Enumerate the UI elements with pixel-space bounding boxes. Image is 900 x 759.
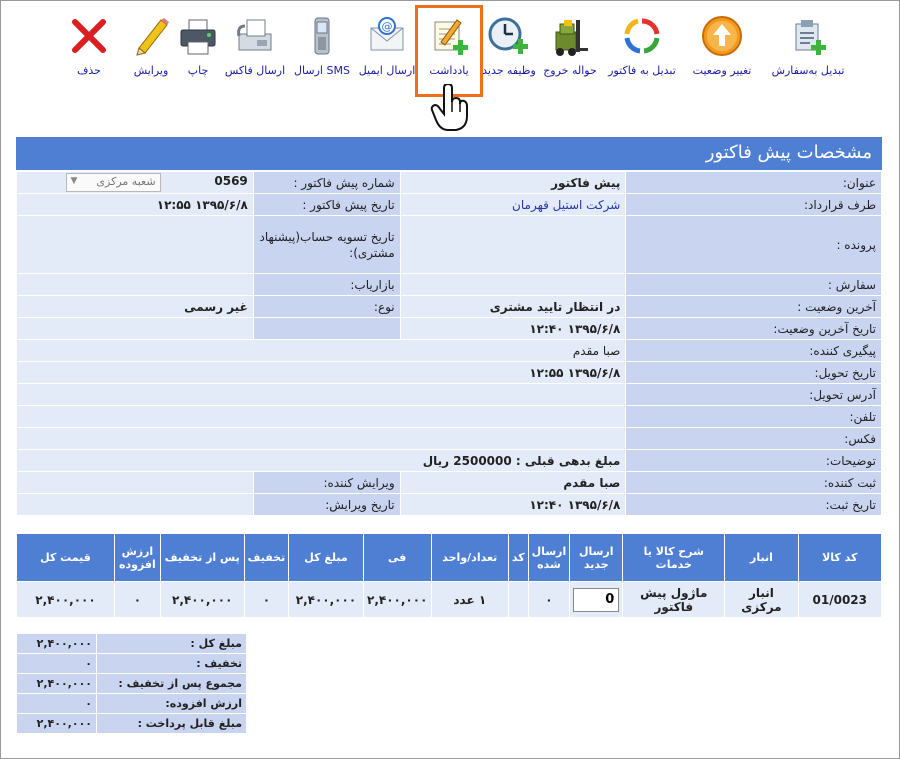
page-title: مشخصات پیش فاکتور [16,137,882,170]
last-status-label: آخرین وضعیت : [626,296,882,318]
registrar-value: صبا مقدم [400,472,626,494]
party-link[interactable]: شرکت استیل قهرمان [400,194,626,216]
sms-icon [300,14,344,58]
new-task-icon [487,14,531,58]
col-header: ارسال شده [528,534,570,582]
total-value: ۲,۴۰۰,۰۰۰ [17,634,97,654]
registrar-label: ثبت کننده: [626,472,882,494]
col-header: ارسال جدید [570,534,623,582]
exit-permit-button[interactable] [540,8,600,77]
toolbar-label: ویرایش [133,64,169,77]
toolbar-label: ارسال ایمیل [358,64,416,77]
item-code: 01/0023 [798,582,881,618]
delivery-date-value: ۱۳۹۵/۶/۸ ۱۲:۵۵ [17,362,626,384]
col-header: کد کالا [798,534,881,582]
payable-value: ۲,۴۰۰,۰۰۰ [17,714,97,734]
col-header: انبار [725,534,798,582]
vat-label: ارزش افزوده: [97,694,247,714]
branch-select[interactable] [66,173,161,192]
convert-to-order-icon [786,14,830,58]
col-header: پس از تخفیف [160,534,244,582]
item-discount: ۰ [244,582,289,618]
settle-label: تاریخ تسویه حساب(پیشنهاد مشتری): [253,216,400,274]
new-send-cell [570,582,623,618]
toolbar-label: چاپ [187,64,209,77]
payable-label: مبلغ قابل پرداخت : [97,714,247,734]
change-status-icon [700,14,744,58]
edit-date-label: تاریخ ویرایش: [253,494,400,516]
item-vat: ۰ [114,582,160,618]
item-description: ماژول پیش فاکتور [623,582,725,618]
desc-label: توضیحات: [626,450,882,472]
col-header: ارزش افزوده [114,534,160,582]
order-value [400,274,626,296]
col-header: قیمت کل [17,534,115,582]
after-discount-value: ۲,۴۰۰,۰۰۰ [17,674,97,694]
toolbar-label: حذف [77,64,101,77]
print-icon [176,14,220,58]
item-after-discount: ۲,۴۰۰,۰۰۰ [160,582,244,618]
table-row [17,582,882,618]
empty-value [17,318,254,340]
details-table [16,171,882,516]
email-icon [365,14,409,58]
delivery-date-label: تاریخ تحویل: [626,362,882,384]
party-label: طرف قرارداد: [626,194,882,216]
number-value: 0569 [214,174,248,188]
fax-value [17,428,626,450]
fax-label: فکس: [626,428,882,450]
col-header: کد [508,534,528,582]
delete-icon [67,14,111,58]
toolbar-label: تغییر وضعیت [692,64,752,77]
reg-date-value: ۱۳۹۵/۶/۸ ۱۲:۴۰ [400,494,626,516]
empty-label [253,318,400,340]
follower-label: پیگیری کننده: [626,340,882,362]
edit-button[interactable] [128,8,174,77]
type-label: نوع: [253,296,400,318]
svg-text:@: @ [381,20,393,33]
last-status-date-label: تاریخ آخرین وضعیت: [626,318,882,340]
col-header: تخفیف [244,534,289,582]
col-header: شرح کالا یا خدمات [623,534,725,582]
toolbar-label: تبدیل به‌سفارش [771,64,845,77]
after-discount-label: مجموع پس از تخفیف : [97,674,247,694]
totals-table [16,633,247,734]
editor-label: ویرایش کننده: [253,472,400,494]
toolbar-label: ارسال SMS [294,64,350,77]
edit-date-value [17,494,254,516]
send-sms-button[interactable] [290,8,354,77]
last-status-value: در انتظار تایید مشتری [400,296,626,318]
item-code2 [508,582,528,618]
convert-to-order-button[interactable] [768,8,848,77]
item-sent: ۰ [528,582,570,618]
type-value: غیر رسمی [17,296,254,318]
convert-to-invoice-button[interactable] [604,8,680,77]
chevron-down-icon: ▼ [70,176,78,186]
item-qty: ۱ عدد [431,582,508,618]
total-label: مبلغ کل : [97,634,247,654]
editor-value [17,472,254,494]
phone-value [17,406,626,428]
date-value: ۱۳۹۵/۶/۸ ۱۲:۵۵ [17,194,254,216]
toolbar-label: وظیفه جدید [482,64,536,77]
branch-select-value: شعبه مرکزی [96,175,156,188]
toolbar-label: حواله خروج [543,64,597,77]
delivery-address-value [17,384,626,406]
item-warehouse: انبار مرکزی [725,582,798,618]
items-table [16,533,882,618]
print-button[interactable] [176,8,220,77]
send-fax-button[interactable] [222,8,288,77]
file-value [400,216,626,274]
marketer-label: بازاریاب: [253,274,400,296]
follower-value: صبا مقدم [17,340,626,362]
toolbar-label: یادداشت [429,64,469,77]
number-cell [17,172,254,194]
title-label: عنوان: [626,172,882,194]
number-label: شماره پیش فاکتور : [253,172,400,194]
toolbar [0,0,900,130]
date-label: تاریخ پیش فاکتور : [253,194,400,216]
phone-label: تلفن: [626,406,882,428]
change-status-button[interactable] [684,8,760,77]
exit-permit-icon [548,14,592,58]
new-task-button[interactable] [480,8,538,77]
desc-value: مبلغ بدهی قبلی : 2500000 ریال [17,450,626,472]
order-label: سفارش : [626,274,882,296]
new-send-input[interactable] [573,588,619,612]
edit-icon [129,14,173,58]
title-value: پیش فاکتور [400,172,626,194]
item-unit-price: ۲,۴۰۰,۰۰۰ [363,582,431,618]
discount-label: تخفیف : [97,654,247,674]
toolbar-label: ارسال فاکس [224,64,286,77]
toolbar-label: تبدیل به فاکتور [608,64,676,77]
last-status-date-value: ۱۳۹۵/۶/۸ ۱۲:۴۰ [400,318,626,340]
reg-date-label: تاریخ ثبت: [626,494,882,516]
vat-value: ۰ [17,694,97,714]
col-header: فی [363,534,431,582]
item-final: ۲,۴۰۰,۰۰۰ [17,582,115,618]
col-header: مبلغ کل [289,534,364,582]
marketer-value [17,274,254,296]
send-email-button[interactable] [356,8,418,77]
item-total: ۲,۴۰۰,۰۰۰ [289,582,364,618]
delivery-address-label: آدرس تحویل: [626,384,882,406]
fax-icon [233,14,277,58]
settle-value [17,216,254,274]
file-label: پرونده : [626,216,882,274]
convert-to-invoice-icon [620,14,664,58]
discount-value: ۰ [17,654,97,674]
col-header: تعداد/واحد [431,534,508,582]
delete-button[interactable] [66,8,112,77]
hand-cursor-icon [430,84,470,132]
